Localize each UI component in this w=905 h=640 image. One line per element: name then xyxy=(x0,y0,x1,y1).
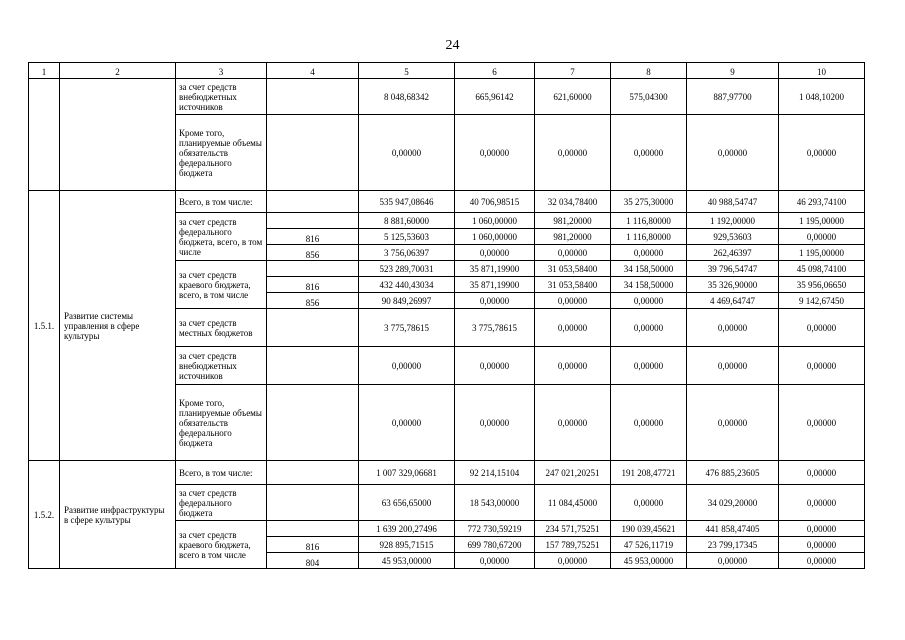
amount-cell: 0,00000 xyxy=(779,521,865,537)
amount-cell: 234 571,75251 xyxy=(535,521,611,537)
budget-code xyxy=(267,309,359,347)
amount-cell: 0,00000 xyxy=(687,385,779,461)
amount-cell: 0,00000 xyxy=(779,461,865,485)
budget-code xyxy=(267,79,359,115)
budget-table-container xyxy=(28,62,865,569)
amount-cell: 8 881,60000 xyxy=(359,213,455,229)
amount-cell: 0,00000 xyxy=(687,347,779,385)
amount-cell: 90 849,26997 xyxy=(359,293,455,309)
amount-cell: 0,00000 xyxy=(779,229,865,245)
amount-cell: 0,00000 xyxy=(455,115,535,191)
amount-cell: 887,97700 xyxy=(687,79,779,115)
amount-cell: 35 275,30000 xyxy=(611,191,687,213)
amount-cell: 0,00000 xyxy=(611,309,687,347)
amount-cell: 35 871,19900 xyxy=(455,277,535,293)
amount-cell: 45 953,00000 xyxy=(359,553,455,569)
amount-cell: 621,60000 xyxy=(535,79,611,115)
amount-cell: 32 034,78400 xyxy=(535,191,611,213)
amount-cell: 8 048,68342 xyxy=(359,79,455,115)
budget-table xyxy=(28,62,865,569)
column-header-7: 7 xyxy=(535,63,611,79)
amount-cell: 35 956,06650 xyxy=(779,277,865,293)
amount-cell: 665,96142 xyxy=(455,79,535,115)
amount-cell: 247 021,20251 xyxy=(535,461,611,485)
column-header-5: 5 xyxy=(359,63,455,79)
budget-code xyxy=(267,461,359,485)
column-header-3: 3 xyxy=(176,63,267,79)
section-number: 1.5.1. xyxy=(29,191,60,461)
amount-cell: 981,20000 xyxy=(535,213,611,229)
amount-cell: 1 195,00000 xyxy=(779,213,865,229)
amount-cell: 9 142,67450 xyxy=(779,293,865,309)
amount-cell: 1 007 329,06681 xyxy=(359,461,455,485)
amount-cell: 31 053,58400 xyxy=(535,277,611,293)
amount-cell: 535 947,08646 xyxy=(359,191,455,213)
amount-cell: 3 756,06397 xyxy=(359,245,455,261)
funding-source: за счет средств краевого бюджета, всего, в том числе xyxy=(176,261,267,309)
amount-cell: 1 195,00000 xyxy=(779,245,865,261)
budget-code xyxy=(267,521,359,537)
column-header-2: 2 xyxy=(60,63,176,79)
amount-cell: 0,00000 xyxy=(779,537,865,553)
funding-source: за счет средств федерального бюджета xyxy=(176,485,267,521)
amount-cell: 35 871,19900 xyxy=(455,261,535,277)
budget-code: 856 xyxy=(267,293,359,309)
amount-cell: 0,00000 xyxy=(611,293,687,309)
amount-cell: 34 158,50000 xyxy=(611,277,687,293)
amount-cell: 31 053,58400 xyxy=(535,261,611,277)
amount-cell: 0,00000 xyxy=(535,309,611,347)
amount-cell: 46 293,74100 xyxy=(779,191,865,213)
section-name: Развитие инфраструктуры в сфере культуры xyxy=(60,461,176,569)
amount-cell: 1 060,00000 xyxy=(455,213,535,229)
amount-cell: 34 029,20000 xyxy=(687,485,779,521)
section-number xyxy=(29,79,60,191)
amount-cell: 0,00000 xyxy=(455,347,535,385)
budget-code: 856 xyxy=(267,245,359,261)
amount-cell: 0,00000 xyxy=(535,553,611,569)
funding-source: за счет средств внебюджетных источников xyxy=(176,79,267,115)
budget-code: 816 xyxy=(267,537,359,553)
amount-cell: 699 780,67200 xyxy=(455,537,535,553)
amount-cell: 40 988,54747 xyxy=(687,191,779,213)
amount-cell: 34 158,50000 xyxy=(611,261,687,277)
amount-cell: 0,00000 xyxy=(779,385,865,461)
section-number: 1.5.2. xyxy=(29,461,60,569)
amount-cell: 981,20000 xyxy=(535,229,611,245)
table-row xyxy=(29,79,865,115)
amount-cell: 1 116,80000 xyxy=(611,229,687,245)
funding-source: Всего, в том числе: xyxy=(176,461,267,485)
amount-cell: 0,00000 xyxy=(611,385,687,461)
amount-cell: 190 039,45621 xyxy=(611,521,687,537)
amount-cell: 441 858,47405 xyxy=(687,521,779,537)
amount-cell: 0,00000 xyxy=(359,385,455,461)
amount-cell: 0,00000 xyxy=(687,309,779,347)
amount-cell: 4 469,64747 xyxy=(687,293,779,309)
funding-source: Всего, в том числе: xyxy=(176,191,267,213)
amount-cell: 0,00000 xyxy=(455,245,535,261)
amount-cell: 0,00000 xyxy=(611,485,687,521)
amount-cell: 0,00000 xyxy=(611,245,687,261)
amount-cell: 0,00000 xyxy=(611,115,687,191)
amount-cell: 23 799,17345 xyxy=(687,537,779,553)
amount-cell: 928 895,71515 xyxy=(359,537,455,553)
amount-cell: 92 214,15104 xyxy=(455,461,535,485)
budget-code xyxy=(267,261,359,277)
amount-cell: 1 639 200,27496 xyxy=(359,521,455,537)
amount-cell: 0,00000 xyxy=(535,385,611,461)
funding-source: за счет средств федерального бюджета, всего, в том числе xyxy=(176,213,267,261)
page-number: 24 xyxy=(445,38,460,53)
amount-cell: 0,00000 xyxy=(359,347,455,385)
amount-cell: 432 440,43034 xyxy=(359,277,455,293)
amount-cell: 63 656,65000 xyxy=(359,485,455,521)
amount-cell: 772 730,59219 xyxy=(455,521,535,537)
section-name: Развитие системы управления в сфере культуры xyxy=(60,191,176,461)
amount-cell: 45 098,74100 xyxy=(779,261,865,277)
amount-cell: 5 125,53603 xyxy=(359,229,455,245)
funding-source: за счет средств местных бюджетов xyxy=(176,309,267,347)
amount-cell: 0,00000 xyxy=(687,553,779,569)
amount-cell: 0,00000 xyxy=(455,553,535,569)
amount-cell: 39 796,54747 xyxy=(687,261,779,277)
column-header-10: 10 xyxy=(779,63,865,79)
table-row xyxy=(29,461,865,485)
amount-cell: 0,00000 xyxy=(779,115,865,191)
budget-code xyxy=(267,385,359,461)
amount-cell: 0,00000 xyxy=(779,347,865,385)
amount-cell: 0,00000 xyxy=(779,309,865,347)
budget-code xyxy=(267,191,359,213)
budget-code: 816 xyxy=(267,229,359,245)
budget-code xyxy=(267,213,359,229)
amount-cell: 1 116,80000 xyxy=(611,213,687,229)
funding-source: Кроме того, планируемые объемы обязательств федерального бюджета xyxy=(176,385,267,461)
column-header-8: 8 xyxy=(611,63,687,79)
amount-cell: 523 289,70031 xyxy=(359,261,455,277)
amount-cell: 1 192,00000 xyxy=(687,213,779,229)
amount-cell: 575,04300 xyxy=(611,79,687,115)
amount-cell: 0,00000 xyxy=(687,115,779,191)
budget-code xyxy=(267,485,359,521)
amount-cell: 18 543,00000 xyxy=(455,485,535,521)
amount-cell: 191 208,47721 xyxy=(611,461,687,485)
amount-cell: 0,00000 xyxy=(535,347,611,385)
budget-code xyxy=(267,115,359,191)
amount-cell: 1 060,00000 xyxy=(455,229,535,245)
column-header-4: 4 xyxy=(267,63,359,79)
amount-cell: 11 084,45000 xyxy=(535,485,611,521)
amount-cell: 0,00000 xyxy=(779,553,865,569)
amount-cell: 0,00000 xyxy=(535,293,611,309)
amount-cell: 476 885,23605 xyxy=(687,461,779,485)
amount-cell: 1 048,10200 xyxy=(779,79,865,115)
amount-cell: 0,00000 xyxy=(359,115,455,191)
amount-cell: 157 789,75251 xyxy=(535,537,611,553)
funding-source: за счет средств краевого бюджета, всего в том числе xyxy=(176,521,267,569)
amount-cell: 0,00000 xyxy=(455,293,535,309)
amount-cell: 262,46397 xyxy=(687,245,779,261)
amount-cell: 3 775,78615 xyxy=(359,309,455,347)
amount-cell: 0,00000 xyxy=(455,385,535,461)
amount-cell: 35 326,90000 xyxy=(687,277,779,293)
column-header-1: 1 xyxy=(29,63,60,79)
amount-cell: 47 526,11719 xyxy=(611,537,687,553)
funding-source: Кроме того, планируемые объемы обязательств федерального бюджета xyxy=(176,115,267,191)
amount-cell: 929,53603 xyxy=(687,229,779,245)
column-header-6: 6 xyxy=(455,63,535,79)
budget-code xyxy=(267,347,359,385)
section-name xyxy=(60,79,176,191)
budget-code: 816 xyxy=(267,277,359,293)
amount-cell: 0,00000 xyxy=(779,485,865,521)
amount-cell: 0,00000 xyxy=(535,115,611,191)
amount-cell: 40 706,98515 xyxy=(455,191,535,213)
table-row xyxy=(29,191,865,213)
amount-cell: 0,00000 xyxy=(611,347,687,385)
amount-cell: 0,00000 xyxy=(535,245,611,261)
funding-source: за счет средств внебюджетных источников xyxy=(176,347,267,385)
amount-cell: 3 775,78615 xyxy=(455,309,535,347)
header-row xyxy=(29,63,865,79)
budget-code: 804 xyxy=(267,553,359,569)
amount-cell: 45 953,00000 xyxy=(611,553,687,569)
column-header-9: 9 xyxy=(687,63,779,79)
